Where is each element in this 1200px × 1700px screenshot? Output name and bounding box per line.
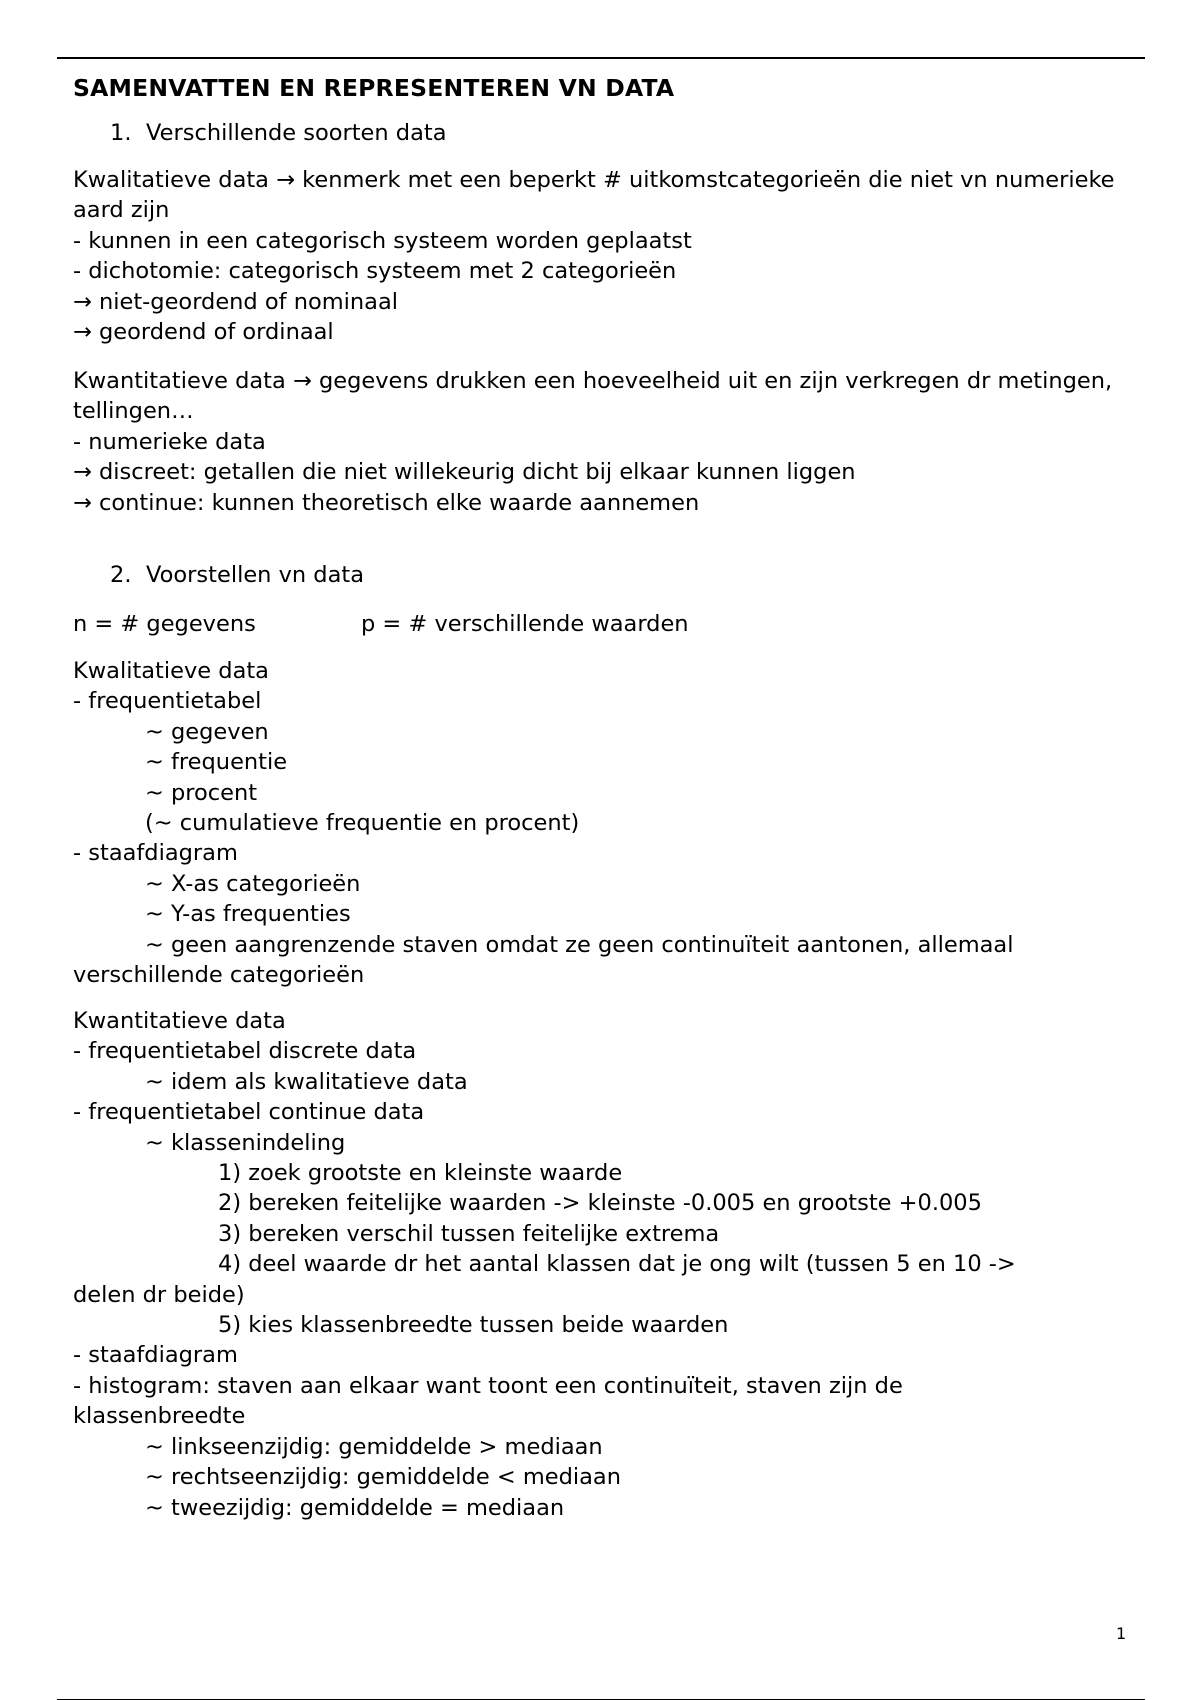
qualitative-definition [73,165,1130,347]
list-item: ~ rechtseenzijdig: gemiddelde < mediaan [145,1464,621,1491]
list-item: (~ cumulatieve frequentie en procent) [145,810,580,837]
qualitative-representation [73,656,1130,990]
list-item: ~ linkseenzijdig: gemiddelde > mediaan [145,1433,603,1460]
text-line: → niet-geordend of nominaal [73,288,398,315]
top-rule [57,57,1145,59]
section-2-heading [73,560,1130,590]
list-item: ~ klassenindeling [145,1129,346,1156]
list-item: - staafdiagram [73,840,238,867]
text-line: - numerieke data [73,428,266,455]
list-item-continuation: klassenbreedte [73,1403,246,1430]
page-number: 1 [1116,1624,1127,1643]
list-item: 1) zoek grootste en kleinste waarde [218,1160,623,1187]
section-2-number: 2. [110,562,132,588]
list-item: ~ frequentie [145,749,288,776]
list-item: - frequentietabel discrete data [73,1038,417,1065]
text-line: - kunnen in een categorisch systeem worden geplaatst [73,227,692,254]
text-line: → discreet: getallen die niet willekeurig dicht bij elkaar kunnen liggen [73,459,856,486]
list-item: ~ idem als kwalitatieve data [145,1068,468,1095]
quantitative-representation [73,1006,1130,1523]
list-item: 4) deel waarde dr het aantal klassen dat je ong wilt (tussen 5 en 10 -> [218,1251,1016,1278]
n-definition: n = # gegevens [73,611,256,637]
list-item: - frequentietabel [73,688,262,715]
text-line: Kwantitatieve data → gegevens drukken een hoeveelheid uit en zijn verkregen dr metingen, tellingen… [73,368,1113,425]
list-item: ~ tweezijdig: gemiddelde = mediaan [145,1494,565,1521]
list-item: ~ X-as categorieën [145,870,361,897]
list-item: - staafdiagram [73,1342,238,1369]
list-item: 2) bereken feitelijke waarden -> kleinste -0.005 en grootste +0.005 [218,1190,982,1217]
np-definitions [73,609,1130,639]
list-item: 5) kies klassenbreedte tussen beide waarden [218,1312,729,1339]
text-line: - dichotomie: categorisch systeem met 2 categorieën [73,258,677,285]
text-line: → geordend of ordinaal [73,319,334,346]
list-item: ~ procent [145,779,258,806]
list-item: ~ geen aangrenzende staven omdat ze geen continuïteit aantonen, allemaal [145,931,1014,958]
list-item: ~ Y-as frequenties [145,901,351,928]
list-item: - histogram: staven aan elkaar want toont een continuïteit, staven zijn de [73,1372,903,1399]
quantitative-definition [73,366,1130,518]
section-1-number: 1. [110,120,132,146]
list-item-continuation: verschillende categorieën [73,962,365,989]
text-line: Kwalitatieve data → kenmerk met een beperkt # uitkomstcategorieën die niet vn numerieke aard zijn [73,167,1115,224]
document-title: SAMENVATTEN EN REPRESENTEREN VN DATA [73,74,675,102]
p-definition: p = # verschillende waarden [361,611,689,637]
list-item: Kwalitatieve data [73,658,269,684]
list-item: Kwantitatieve data [73,1008,286,1034]
section-1-title: Verschillende soorten data [146,120,447,146]
text-line: → continue: kunnen theoretisch elke waarde aannemen [73,489,700,516]
list-item: - frequentietabel continue data [73,1099,425,1126]
list-item: 3) bereken verschil tussen feitelijke extrema [218,1220,720,1247]
section-1-heading [73,118,1130,148]
list-item: ~ gegeven [145,718,269,745]
section-2-title: Voorstellen vn data [146,562,364,588]
list-item-continuation: delen dr beide) [73,1281,245,1308]
